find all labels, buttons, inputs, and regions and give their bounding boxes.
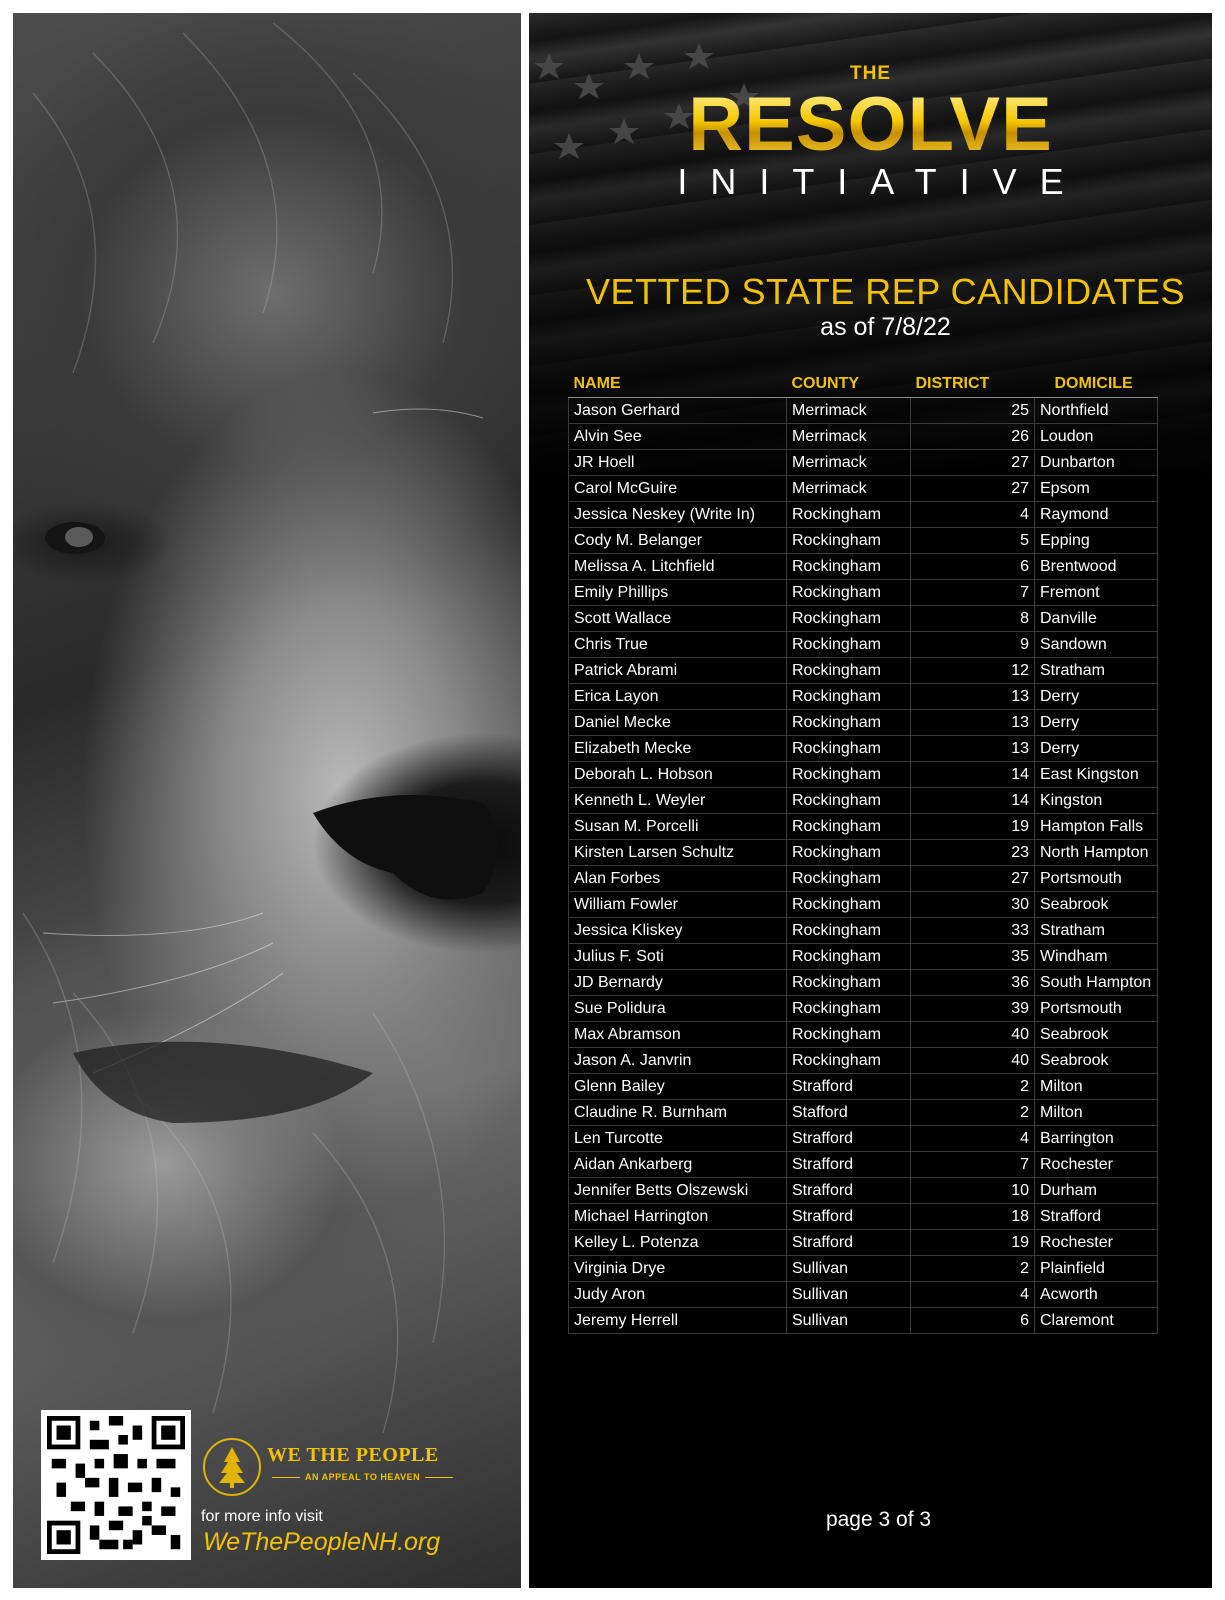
- table-row: [569, 788, 1158, 814]
- lion-photo-panel: [13, 13, 521, 1588]
- logo-the: THE: [850, 63, 891, 84]
- table-row: [569, 398, 1158, 424]
- table-row: [569, 632, 1158, 658]
- cell-county: Rockingham: [787, 1022, 911, 1048]
- cell-district: 14: [911, 788, 1035, 814]
- table-row: [569, 1256, 1158, 1282]
- cell-name: Jason Gerhard: [569, 398, 787, 424]
- promo-block: [41, 1410, 511, 1560]
- cell-district: 6: [911, 1308, 1035, 1334]
- table-row: [569, 1178, 1158, 1204]
- cell-district: 10: [911, 1178, 1035, 1204]
- cell-name: Max Abramson: [569, 1022, 787, 1048]
- cell-district: 4: [911, 1126, 1035, 1152]
- cell-district: 2: [911, 1074, 1035, 1100]
- cell-domicile: Derry: [1035, 684, 1158, 710]
- cell-county: Merrimack: [787, 398, 911, 424]
- cell-county: Rockingham: [787, 970, 911, 996]
- cell-name: Daniel Mecke: [569, 710, 787, 736]
- cell-name: Erica Layon: [569, 684, 787, 710]
- cell-domicile: Epsom: [1035, 476, 1158, 502]
- cell-name: JD Bernardy: [569, 970, 787, 996]
- cell-district: 40: [911, 1048, 1035, 1074]
- qr-code-icon: [47, 1416, 185, 1554]
- page-title: VETTED STATE REP CANDIDATES: [586, 271, 1185, 312]
- cell-domicile: Seabrook: [1035, 892, 1158, 918]
- table-row: [569, 450, 1158, 476]
- candidates-table-body: [569, 398, 1158, 1334]
- cell-domicile: Durham: [1035, 1178, 1158, 1204]
- cell-domicile: Loudon: [1035, 424, 1158, 450]
- cell-district: 35: [911, 944, 1035, 970]
- we-the-people-title: WE THE PEOPLE: [267, 1444, 439, 1466]
- cell-district: 12: [911, 658, 1035, 684]
- cell-domicile: Dunbarton: [1035, 450, 1158, 476]
- cell-name: Len Turcotte: [569, 1126, 787, 1152]
- table-row: [569, 476, 1158, 502]
- logo-resolve: RESOLVE: [529, 85, 1212, 165]
- cell-name: Kirsten Larsen Schultz: [569, 840, 787, 866]
- cell-name: Aidan Ankarberg: [569, 1152, 787, 1178]
- cell-district: 13: [911, 710, 1035, 736]
- table-row: [569, 1100, 1158, 1126]
- as-of-date: as of 7/8/22: [820, 313, 951, 341]
- cell-domicile: North Hampton: [1035, 840, 1158, 866]
- cell-domicile: South Hampton: [1035, 970, 1158, 996]
- cell-district: 6: [911, 554, 1035, 580]
- cell-domicile: Seabrook: [1035, 1048, 1158, 1074]
- table-row: [569, 580, 1158, 606]
- cell-county: Strafford: [787, 1152, 911, 1178]
- table-row: [569, 736, 1158, 762]
- cell-district: 27: [911, 450, 1035, 476]
- cell-district: 2: [911, 1100, 1035, 1126]
- cell-district: 25: [911, 398, 1035, 424]
- table-row: [569, 1048, 1158, 1074]
- cell-district: 13: [911, 736, 1035, 762]
- cell-name: Glenn Bailey: [569, 1074, 787, 1100]
- cell-name: Kenneth L. Weyler: [569, 788, 787, 814]
- cell-district: 5: [911, 528, 1035, 554]
- cell-county: Strafford: [787, 1230, 911, 1256]
- cell-name: Virginia Drye: [569, 1256, 787, 1282]
- table-row: [569, 658, 1158, 684]
- pine-tree-icon: [203, 1438, 261, 1496]
- table-row: [569, 918, 1158, 944]
- cell-domicile: Rochester: [1035, 1230, 1158, 1256]
- cell-district: 26: [911, 424, 1035, 450]
- table-row: [569, 970, 1158, 996]
- cell-name: Deborah L. Hobson: [569, 762, 787, 788]
- cell-name: Sue Polidura: [569, 996, 787, 1022]
- cell-name: Elizabeth Mecke: [569, 736, 787, 762]
- cell-county: Rockingham: [787, 554, 911, 580]
- cell-district: 4: [911, 502, 1035, 528]
- cell-domicile: Portsmouth: [1035, 866, 1158, 892]
- cell-county: Strafford: [787, 1126, 911, 1152]
- cell-county: Rockingham: [787, 502, 911, 528]
- cell-county: Rockingham: [787, 918, 911, 944]
- table-row: [569, 1022, 1158, 1048]
- we-the-people-subtitle: AN APPEAL TO HEAVEN: [267, 1472, 458, 1482]
- cell-district: 27: [911, 476, 1035, 502]
- cell-name: Julius F. Soti: [569, 944, 787, 970]
- cell-county: Rockingham: [787, 658, 911, 684]
- cell-domicile: Seabrook: [1035, 1022, 1158, 1048]
- cell-district: 36: [911, 970, 1035, 996]
- cell-domicile: Strafford: [1035, 1204, 1158, 1230]
- cell-domicile: Sandown: [1035, 632, 1158, 658]
- cell-domicile: East Kingston: [1035, 762, 1158, 788]
- column-header-district: DISTRICT: [911, 371, 1035, 398]
- table-row: [569, 944, 1158, 970]
- cell-county: Strafford: [787, 1074, 911, 1100]
- cell-county: Strafford: [787, 1204, 911, 1230]
- cell-name: Patrick Abrami: [569, 658, 787, 684]
- cell-name: Michael Harrington: [569, 1204, 787, 1230]
- cell-name: Jason A. Janvrin: [569, 1048, 787, 1074]
- cell-name: Claudine R. Burnham: [569, 1100, 787, 1126]
- cell-district: 19: [911, 1230, 1035, 1256]
- cell-name: Jennifer Betts Olszewski: [569, 1178, 787, 1204]
- cell-name: Chris True: [569, 632, 787, 658]
- cell-county: Sullivan: [787, 1256, 911, 1282]
- cell-name: Judy Aron: [569, 1282, 787, 1308]
- cell-county: Merrimack: [787, 424, 911, 450]
- cell-county: Sullivan: [787, 1308, 911, 1334]
- cell-domicile: Milton: [1035, 1074, 1158, 1100]
- cell-name: Alan Forbes: [569, 866, 787, 892]
- candidate-list-panel: [529, 13, 1212, 1588]
- cell-domicile: Derry: [1035, 710, 1158, 736]
- cell-county: Rockingham: [787, 606, 911, 632]
- cell-county: Strafford: [787, 1178, 911, 1204]
- cell-county: Rockingham: [787, 944, 911, 970]
- cell-district: 40: [911, 1022, 1035, 1048]
- cell-domicile: Danville: [1035, 606, 1158, 632]
- table-row: [569, 1204, 1158, 1230]
- cell-county: Rockingham: [787, 580, 911, 606]
- cell-name: Emily Phillips: [569, 580, 787, 606]
- cell-domicile: Claremont: [1035, 1308, 1158, 1334]
- cell-name: Alvin See: [569, 424, 787, 450]
- table-header-row: [569, 371, 1158, 398]
- cell-district: 8: [911, 606, 1035, 632]
- cell-domicile: Plainfield: [1035, 1256, 1158, 1282]
- column-header-domicile: DOMICILE: [1035, 371, 1158, 398]
- cell-district: 7: [911, 1152, 1035, 1178]
- cell-county: Merrimack: [787, 450, 911, 476]
- table-row: [569, 1074, 1158, 1100]
- column-header-county: COUNTY: [787, 371, 911, 398]
- cell-county: Rockingham: [787, 632, 911, 658]
- cell-district: 27: [911, 866, 1035, 892]
- cell-domicile: Barrington: [1035, 1126, 1158, 1152]
- cell-district: 23: [911, 840, 1035, 866]
- cell-domicile: Brentwood: [1035, 554, 1158, 580]
- cell-county: Rockingham: [787, 840, 911, 866]
- cell-district: 33: [911, 918, 1035, 944]
- cell-county: Rockingham: [787, 762, 911, 788]
- cell-domicile: Hampton Falls: [1035, 814, 1158, 840]
- we-the-people-logo: [203, 1438, 493, 1498]
- cell-district: 14: [911, 762, 1035, 788]
- cell-name: Susan M. Porcelli: [569, 814, 787, 840]
- table-row: [569, 424, 1158, 450]
- table-row: [569, 502, 1158, 528]
- website-link[interactable]: WeThePeopleNH.org: [203, 1528, 441, 1556]
- cell-name: Melissa A. Litchfield: [569, 554, 787, 580]
- cell-name: Jeremy Herrell: [569, 1308, 787, 1334]
- cell-domicile: Milton: [1035, 1100, 1158, 1126]
- cell-county: Sullivan: [787, 1282, 911, 1308]
- cell-name: Jessica Kliskey: [569, 918, 787, 944]
- table-row: [569, 866, 1158, 892]
- lion-photo: [13, 13, 521, 1588]
- cell-county: Merrimack: [787, 476, 911, 502]
- candidates-table: [568, 371, 1158, 1334]
- cell-county: Rockingham: [787, 1048, 911, 1074]
- cell-county: Rockingham: [787, 710, 911, 736]
- cell-district: 9: [911, 632, 1035, 658]
- table-row: [569, 1152, 1158, 1178]
- cell-district: 7: [911, 580, 1035, 606]
- table-row: [569, 606, 1158, 632]
- table-row: [569, 814, 1158, 840]
- table-row: [569, 554, 1158, 580]
- cell-domicile: Windham: [1035, 944, 1158, 970]
- table-row: [569, 1282, 1158, 1308]
- cell-county: Rockingham: [787, 736, 911, 762]
- cell-name: Carol McGuire: [569, 476, 787, 502]
- cell-name: William Fowler: [569, 892, 787, 918]
- table-row: [569, 710, 1158, 736]
- cell-name: Cody M. Belanger: [569, 528, 787, 554]
- cell-county: Rockingham: [787, 866, 911, 892]
- cell-domicile: Kingston: [1035, 788, 1158, 814]
- table-row: [569, 1230, 1158, 1256]
- cell-county: Rockingham: [787, 996, 911, 1022]
- more-info-text: for more info visit: [201, 1508, 323, 1525]
- cell-name: Jessica Neskey (Write In): [569, 502, 787, 528]
- cell-county: Rockingham: [787, 684, 911, 710]
- cell-district: 2: [911, 1256, 1035, 1282]
- table-row: [569, 892, 1158, 918]
- cell-county: Rockingham: [787, 814, 911, 840]
- logo-initiative: INITIATIVE: [677, 161, 1087, 202]
- cell-district: 19: [911, 814, 1035, 840]
- cell-domicile: Fremont: [1035, 580, 1158, 606]
- cell-district: 4: [911, 1282, 1035, 1308]
- cell-domicile: Raymond: [1035, 502, 1158, 528]
- cell-county: Rockingham: [787, 892, 911, 918]
- cell-district: 13: [911, 684, 1035, 710]
- cell-district: 18: [911, 1204, 1035, 1230]
- cell-county: Stafford: [787, 1100, 911, 1126]
- cell-domicile: Portsmouth: [1035, 996, 1158, 1022]
- cell-domicile: Stratham: [1035, 918, 1158, 944]
- cell-name: Kelley L. Potenza: [569, 1230, 787, 1256]
- cell-domicile: Rochester: [1035, 1152, 1158, 1178]
- table-row: [569, 528, 1158, 554]
- qr-code[interactable]: [41, 1410, 191, 1560]
- table-row: [569, 684, 1158, 710]
- cell-domicile: Epping: [1035, 528, 1158, 554]
- cell-county: Rockingham: [787, 788, 911, 814]
- cell-district: 39: [911, 996, 1035, 1022]
- cell-domicile: Derry: [1035, 736, 1158, 762]
- page-number: page 3 of 3: [825, 1508, 932, 1531]
- table-row: [569, 1308, 1158, 1334]
- table-row: [569, 762, 1158, 788]
- cell-domicile: Stratham: [1035, 658, 1158, 684]
- table-row: [569, 840, 1158, 866]
- cell-domicile: Northfield: [1035, 398, 1158, 424]
- cell-name: JR Hoell: [569, 450, 787, 476]
- cell-domicile: Acworth: [1035, 1282, 1158, 1308]
- cell-name: Scott Wallace: [569, 606, 787, 632]
- table-row: [569, 996, 1158, 1022]
- column-header-name: NAME: [569, 371, 787, 398]
- table-row: [569, 1126, 1158, 1152]
- cell-county: Rockingham: [787, 528, 911, 554]
- cell-district: 30: [911, 892, 1035, 918]
